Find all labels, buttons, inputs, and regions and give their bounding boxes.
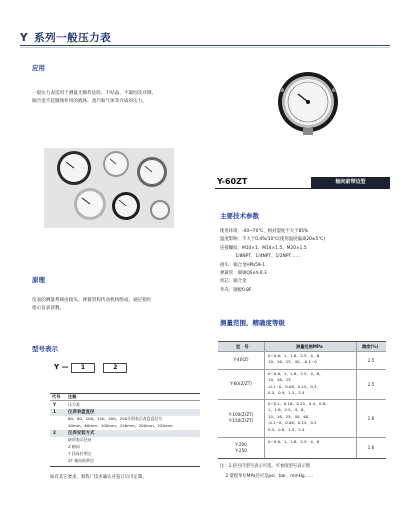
- principle-text: [32, 297, 212, 312]
- range-heading: 测量范围、精确度等级: [220, 319, 285, 327]
- model-code-box-2: 2: [103, 363, 127, 373]
- legend-note: 仪表表盘直径: [68, 410, 95, 415]
- range-table: [218, 341, 386, 459]
- range-model: Y-60(Z/ZT): [230, 381, 252, 386]
- banner-model: Y-60ZT: [217, 177, 248, 186]
- model-code-box-1: 1: [71, 363, 95, 373]
- application-line-2: 铜合金不起腐蚀作用的液体、蒸汽和气体等介质的压力。: [32, 98, 147, 104]
- range-note-2: 2.量程单位MPa还可是psi、bar、mmHg……: [220, 474, 314, 479]
- spec-line: 外壳：钢板0.8F: [220, 287, 252, 293]
- range-accuracy: 2.5: [367, 357, 375, 363]
- legend-code: 2: [53, 430, 56, 435]
- range-values: [268, 401, 354, 433]
- title-prefix: Y: [20, 32, 29, 44]
- range-values: [268, 371, 354, 397]
- model-banner: [215, 177, 390, 189]
- title-rule: [20, 45, 390, 46]
- legend-code: 1: [53, 409, 56, 414]
- range-accuracy: 2.5: [367, 381, 375, 387]
- range-value-line: 10、16、25: [268, 377, 291, 383]
- legend-header-note: 注解: [68, 394, 77, 399]
- range-value-line: -0.1~0、0.06、0.15、0.3、: [268, 383, 321, 389]
- spec-line: 接头：铜合金HPb59-1: [220, 262, 266, 268]
- range-value-line: 0~0.6、1、1.6、2.5、4、6、: [268, 371, 324, 376]
- spec-line: 使用环境：-40~70℃，相对湿度不大于85%: [220, 229, 309, 234]
- spec-line: 连接螺纹：M10×1、M14×1.5、M20×1.5: [220, 245, 307, 251]
- page-title: [20, 30, 111, 45]
- range-value-line: 0~0.6、1、1.6、2.5、4、6、: [268, 353, 324, 358]
- range-note-1: 注：1.括号内型号表示可选，可参阅型号表示图: [220, 464, 311, 469]
- range-values: [268, 353, 354, 366]
- range-model: Y-200 Y-250: [235, 441, 247, 453]
- legend-footnote: 如有其它要求，须我厂技术确认并签订后可定制。: [50, 475, 147, 480]
- range-value-line: 10、16、25、40、60、: [268, 413, 313, 419]
- spec-line: 弹簧管：铜锡QSn4-0.3: [220, 271, 267, 277]
- legend-table: [50, 393, 200, 467]
- range-value-line: 0~0.1、0.16、0.25、0.4、0.6、: [268, 401, 330, 406]
- range-notes: [220, 462, 313, 482]
- legend-note: ZT 轴向前带边: [68, 458, 94, 463]
- specs-list: [220, 228, 395, 295]
- spec-line: 1/8NPT、1/4NPT、1/2NPT……: [220, 254, 300, 260]
- legend-code: Y: [53, 402, 57, 407]
- legend-header-code: 代号: [52, 394, 61, 399]
- range-model: Y-40(Z): [233, 357, 249, 362]
- range-value-line: 0.5、0.9、1.5、2.4: [268, 426, 305, 432]
- legend-note: 40mm、60mm、100mm、150mm、200mm、250mm: [68, 423, 173, 428]
- banner-desc: 轴向前带边型: [311, 177, 390, 188]
- application-line-1: 一般压力表适用于测量无爆炸危险、不结晶、不凝固及对钢、: [32, 91, 157, 96]
- legend-note: T 径向后带边: [68, 451, 92, 456]
- principle-line-1: 仪表的测量系统由接头、弹簧管和传动机构组成，通过指针: [32, 298, 152, 303]
- legend-note: 压力表: [68, 402, 80, 407]
- application-heading: 应用: [32, 64, 45, 72]
- specs-heading: 主要技术参数: [220, 212, 259, 220]
- legend-note: Z 轴向: [68, 444, 80, 449]
- range-header-range: 测量范围MPa: [296, 344, 323, 349]
- legend-divider: [50, 400, 200, 401]
- range-accuracy: 1.6: [367, 415, 375, 421]
- range-header-model: 型 号: [236, 344, 249, 349]
- gauge-flange-image: [276, 70, 340, 136]
- range-model: Y-100(Z/ZT) Y-150(Z/ZT): [228, 412, 254, 423]
- range-header-accuracy: 精度(%): [362, 344, 379, 349]
- legend-note: 仪表安装方式: [68, 431, 95, 436]
- model-code-prefix: Y —: [54, 363, 69, 371]
- range-value-line: 0.5、0.9、1.5、2.4: [268, 390, 305, 396]
- title-text: 系列一般压力表: [34, 32, 112, 44]
- range-value-line: 1、1.6、2.5、4、6、: [268, 407, 308, 413]
- range-value-line: 10、16、25、40、-0.1~0: [268, 359, 317, 365]
- spec-line: 温度影响：不大于0.4%/10℃(使用温度偏离20±5℃): [220, 237, 326, 243]
- range-values: [268, 439, 354, 445]
- gauges-group-image: [44, 148, 174, 228]
- principle-line-2: 指示仪表读数。: [32, 305, 65, 311]
- application-text: [32, 90, 232, 105]
- model-display-heading: 型号表示: [32, 345, 58, 353]
- legend-note: 缺项表示径向: [68, 437, 92, 442]
- legend-note: 60、80、100、150、200、250分别表示表盘直径为: [68, 416, 163, 421]
- range-accuracy: 1.6: [367, 445, 375, 450]
- principle-heading: 原理: [32, 276, 45, 284]
- title-rule-light: [20, 47, 390, 48]
- model-code: [54, 363, 127, 373]
- spec-line: 机芯：铜合金: [220, 279, 247, 285]
- range-col-divider: [264, 342, 265, 458]
- range-value-line: 0~0.6、1、1.6、2.5、4、6: [268, 439, 320, 444]
- range-value-line: -0.1~0、0.06、0.15、0.3: [268, 420, 317, 426]
